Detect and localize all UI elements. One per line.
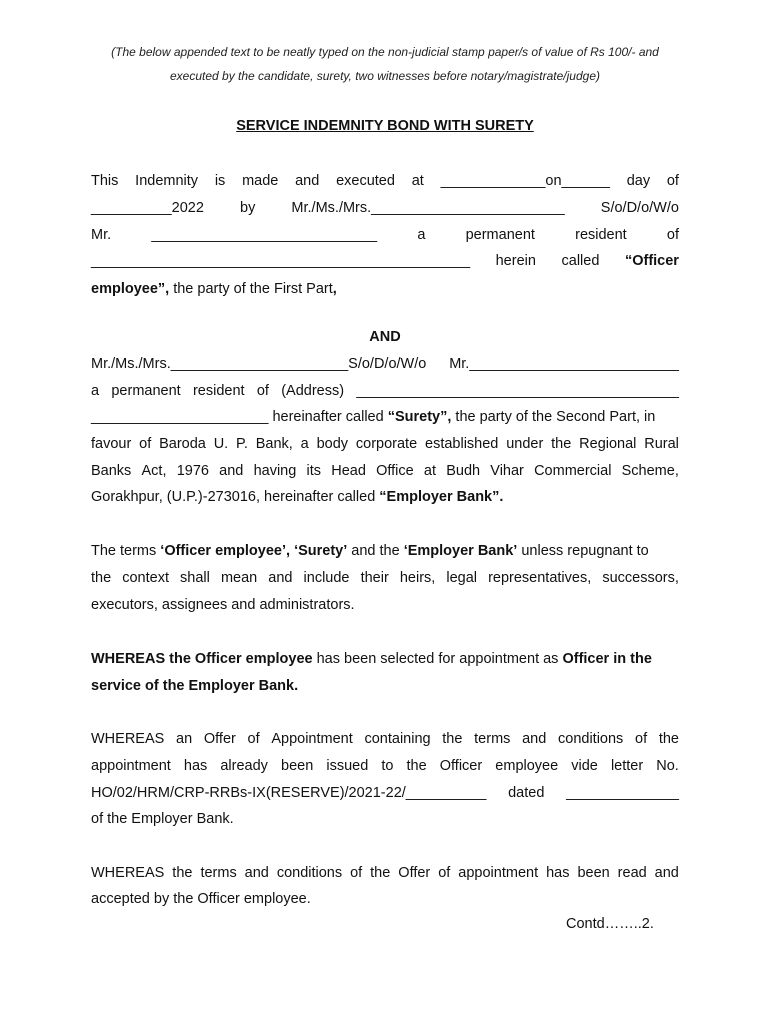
terms-officer-surety: ‘Officer employee’, ‘Surety’ [160, 543, 348, 559]
employer-bank-term: “Employer Bank”. [379, 489, 504, 505]
word: Head [331, 463, 366, 479]
word: Budh [446, 463, 481, 479]
word: of [666, 173, 679, 189]
word: the [172, 865, 193, 881]
word: (Address) [281, 383, 345, 399]
whereas-2-line-3 [91, 784, 679, 802]
surety-line-6 [91, 488, 503, 506]
word: Indemnity [135, 173, 199, 189]
word: ________________________________________ [356, 383, 679, 399]
word: containing [364, 731, 431, 747]
word: Office [376, 463, 414, 479]
word: WHEREAS [91, 731, 165, 747]
word: Baroda [159, 436, 206, 452]
word: at [411, 173, 424, 189]
word: of [438, 865, 451, 881]
document-title: SERVICE INDEMNITY BOND WITH SURETY [236, 118, 534, 134]
word: Vihar [490, 463, 524, 479]
word: the [406, 758, 427, 774]
continued-marker: Contd……..2. [566, 916, 654, 932]
word: a [91, 383, 100, 399]
word: and [654, 865, 679, 881]
word: has [546, 865, 570, 881]
word: conditions [558, 731, 624, 747]
instruction-note-line-2: executed by the candidate, surety, two witnesses before notary/magistrate/judge) [169, 69, 600, 83]
intro-line-1 [91, 172, 679, 190]
word: Mr. [91, 227, 112, 243]
word: is [214, 173, 226, 189]
word: successors, [602, 570, 679, 586]
word: at [423, 463, 436, 479]
word: S/o/D/o/W/o [600, 200, 679, 216]
gorakhpur-text: Gorakhpur, (U.P.)-273016, hereinafter called [91, 489, 380, 505]
word: Offer [203, 731, 236, 747]
word: mean [220, 570, 258, 586]
word: and [219, 463, 244, 479]
surety-blank-text: ______________________ hereinafter called [91, 409, 388, 425]
word: Banks [91, 463, 132, 479]
word: the [551, 436, 572, 452]
word: Offer [398, 865, 431, 881]
word: shall [180, 570, 210, 586]
word: and [244, 865, 269, 881]
word: U. [213, 436, 229, 452]
word: resident [192, 383, 245, 399]
word: of [256, 383, 269, 399]
word: having [253, 463, 297, 479]
first-part-text: the party of the First Part [169, 281, 333, 297]
terms-text-a: The terms [91, 543, 161, 559]
word: of [139, 436, 152, 452]
whereas-3-line-1 [91, 864, 679, 882]
word: to [381, 758, 394, 774]
word: “Officer [624, 253, 679, 269]
word: corporate [355, 436, 418, 452]
word: ______________ [566, 785, 679, 801]
whereas-2-line-4: of the Employer Bank. [91, 811, 234, 827]
word: WHEREAS [91, 865, 165, 881]
word: established [425, 436, 499, 452]
word: letter [610, 758, 644, 774]
word: been [577, 865, 610, 881]
word: appointment [91, 758, 171, 774]
word: _____________on______ [440, 173, 610, 189]
word: _______________________________________________ [91, 253, 471, 269]
word: herein [495, 253, 536, 269]
word: Mr.__________________________ [449, 356, 679, 372]
word: executed [336, 173, 395, 189]
word: terms [474, 731, 511, 747]
word: permanent [465, 227, 535, 243]
word: a [417, 227, 426, 243]
word: issued [326, 758, 369, 774]
word: of [350, 865, 363, 881]
terms-text-e: unless repugnant to [517, 543, 649, 559]
word: and [522, 731, 547, 747]
word: by [240, 200, 256, 216]
word: resident [575, 227, 627, 243]
surety-line-1 [91, 355, 679, 373]
whereas-1-line-2: service of the Employer Bank. [91, 678, 299, 694]
whereas-officer-in-the: Officer in the [562, 651, 652, 667]
surety-line-2 [91, 382, 679, 400]
first-part-comma: , [332, 281, 337, 297]
word: heirs, [399, 570, 436, 586]
word: 1976 [176, 463, 209, 479]
word: No. [656, 758, 679, 774]
word: of [635, 731, 648, 747]
word: context [122, 570, 169, 586]
whereas-3-line-2: accepted by the Officer employee. [91, 891, 311, 907]
word: Act, [141, 463, 167, 479]
terms-text-c: and the [347, 543, 404, 559]
word: day [626, 173, 651, 189]
word: the [658, 731, 679, 747]
terms-line-3: executors, assignees and administrators. [91, 597, 355, 613]
word: called [561, 253, 600, 269]
intro-line-2 [91, 199, 679, 217]
word: its [306, 463, 322, 479]
surety-line-4 [91, 435, 679, 453]
intro-line-5 [91, 280, 337, 298]
word: Mr./Ms./Mrs.______________________S/o/D/o/W/o [91, 356, 427, 372]
word: an [176, 731, 193, 747]
word: P. [236, 436, 248, 452]
word: legal [446, 570, 478, 586]
word: already [220, 758, 268, 774]
word: Rural [644, 436, 679, 452]
whereas-2-line-1 [91, 730, 679, 748]
surety-line-3 [91, 408, 679, 426]
word: under [506, 436, 544, 452]
word: permanent [111, 383, 181, 399]
word: the [442, 731, 463, 747]
word: has [183, 758, 208, 774]
word: Regional [579, 436, 637, 452]
word: and [295, 173, 320, 189]
word: Mr./Ms./Mrs.________________________ [291, 200, 565, 216]
word: appointment [458, 865, 539, 881]
word: their [360, 570, 389, 586]
word: dated [508, 785, 545, 801]
terms-line-1 [91, 542, 649, 560]
word: read [617, 865, 647, 881]
intro-line-4 [91, 252, 679, 270]
officer-employee-term: employee”, [91, 281, 170, 297]
word: of [247, 731, 260, 747]
word: the [370, 865, 391, 881]
second-part-text: the party of the Second Part, in [451, 409, 656, 425]
whereas-2-line-2 [91, 757, 679, 775]
word: terms [200, 865, 237, 881]
word: Bank, [255, 436, 293, 452]
terms-line-2 [91, 569, 679, 587]
word: vide [571, 758, 598, 774]
terms-employer-bank: ‘Employer Bank’ [403, 543, 518, 559]
intro-line-3 [91, 226, 679, 244]
surety-line-5 [91, 462, 679, 480]
word: body [316, 436, 349, 452]
word: employee [495, 758, 559, 774]
word: HO/02/HRM/CRP-RRBs-IX(RESERVE)/2021-22/__________ [91, 785, 487, 801]
whereas-1-line-1 [91, 650, 652, 668]
whereas-officer-employee: WHEREAS the Officer employee [91, 651, 313, 667]
word: and [268, 570, 293, 586]
word: the [91, 570, 112, 586]
word: ____________________________ [151, 227, 378, 243]
word: made [242, 173, 279, 189]
word: been [281, 758, 314, 774]
surety-term: “Surety”, [387, 409, 452, 425]
word: __________2022 [91, 200, 204, 216]
whereas-selected-text: has been selected for appointment as [312, 651, 563, 667]
word: of [666, 227, 679, 243]
and-heading: AND [369, 329, 401, 345]
instruction-note-line-1: (The below appended text to be neatly typed on the non-judicial stamp paper/s of value of Rs 100/- and [111, 45, 659, 59]
word: Officer [439, 758, 483, 774]
word: conditions [276, 865, 343, 881]
word: This [91, 173, 119, 189]
word: Commercial [534, 463, 612, 479]
word: Scheme, [621, 463, 679, 479]
word: favour [91, 436, 132, 452]
word: representatives, [488, 570, 592, 586]
word: include [303, 570, 350, 586]
word: Appointment [271, 731, 353, 747]
word: a [300, 436, 309, 452]
